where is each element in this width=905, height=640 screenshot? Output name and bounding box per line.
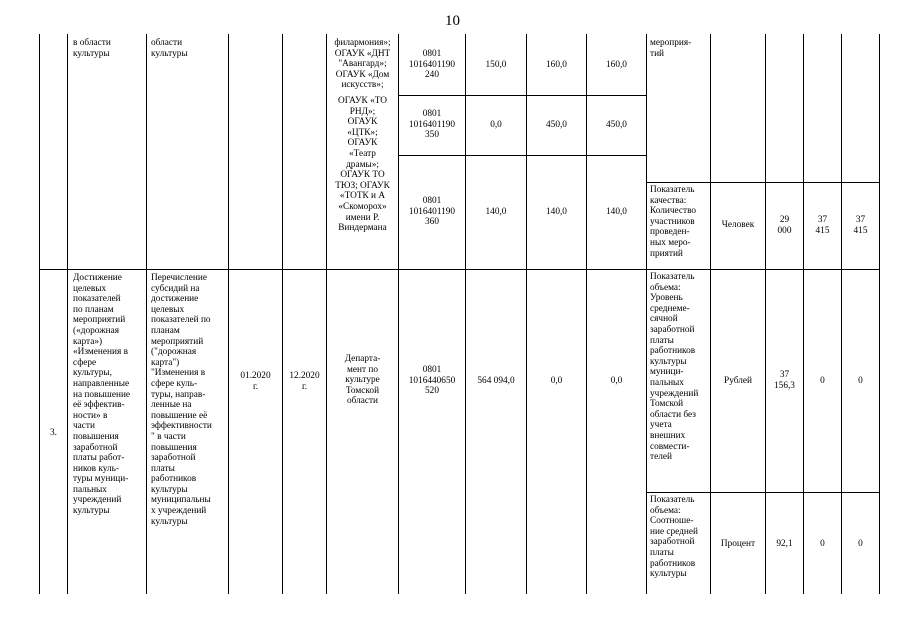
executor-text: ОГАУК «ТО РНД»; ОГАУК «ЦТК»; ОГАУК «Театр драмы»; ОГАУК ТО ТЮЗ; ОГАУК «ТОТК и А «Скоморох» имени Р. Виндермана <box>335 96 390 234</box>
row-divider <box>39 269 880 270</box>
table-border <box>526 34 527 594</box>
kbk-code: 0801 1016401190 240 <box>408 49 456 81</box>
value-2022: 450,0 <box>606 120 627 130</box>
kbk-code: 0801 1016440650 520 <box>408 365 456 397</box>
row-divider <box>646 182 880 183</box>
goal-text: Достижение целевых показателей по планам мероприятий («дорожная карта») «Изменения в сфере культуры, направленные на повышение её эффектив- ности» в части повышения заработной платы работ- ников куль- туры муници- пальных учреждений культуры <box>73 273 131 517</box>
value-2020: 150,0 <box>485 60 507 70</box>
indicator-value: 37 415 <box>815 215 830 236</box>
value-2022: 160,0 <box>606 60 627 70</box>
value-2021: 140,0 <box>546 207 567 217</box>
indicator-text: мероприя- тий <box>650 38 692 59</box>
indicator-value: 0 <box>820 539 825 549</box>
value-2021: 450,0 <box>546 120 567 130</box>
table-border <box>146 34 147 594</box>
unit-text: Человек <box>721 220 755 230</box>
kbk-code: 0801 1016401190 360 <box>408 196 456 228</box>
kbk-code: 0801 1016401190 350 <box>408 109 456 141</box>
indicator-volume: Показатель объема: Соотноше- ние средней заработной платы работников культуры <box>650 495 698 580</box>
table-border <box>803 34 804 594</box>
indicator-value: 29 000 <box>777 215 792 236</box>
value-2020: 140,0 <box>485 207 507 217</box>
page-number: 10 <box>445 13 460 29</box>
table-border <box>39 34 40 594</box>
table-border <box>841 34 842 594</box>
table-border <box>765 34 766 594</box>
table-border <box>879 34 880 594</box>
table-border <box>282 34 283 594</box>
indicator-value: 37 156,3 <box>774 370 795 391</box>
table-border <box>586 34 587 594</box>
row-divider <box>398 95 647 96</box>
value-2020: 564 094,0 <box>477 376 515 386</box>
end-date: 12.2020 г. <box>289 371 320 392</box>
task-text: Перечисление субсидий на достижение целевых показателей по планам мероприятий ("дорожная карта") "Изменения в сфере куль- туры, направ- ленные на повышение её эффективности " в части повышения заработной платы работников культуры муниципальны х учреждений культуры <box>151 273 212 527</box>
unit-text: Процент <box>720 539 756 549</box>
unit-text: Рублей <box>724 376 752 386</box>
indicator-value: 0 <box>820 376 825 386</box>
value-2020: 0,0 <box>490 120 502 130</box>
table-border <box>465 34 466 594</box>
value-2021: 160,0 <box>546 60 567 70</box>
row-divider <box>646 492 880 493</box>
value-2021: 0,0 <box>550 376 563 386</box>
table-border <box>646 34 647 594</box>
table-border <box>67 34 68 594</box>
executor-text: филармония»; ОГАУК «ДНТ "Авангард»; ОГАУК «Дом искусств»; <box>334 38 391 91</box>
goal-text: в области культуры <box>73 38 111 59</box>
indicator-value: 0 <box>858 376 863 386</box>
task-text: области культуры <box>151 38 188 59</box>
indicator-value: 37 415 <box>853 215 868 236</box>
executor-text: Департа- мент по культуре Томской области <box>344 354 381 407</box>
indicator-volume: Показатель объема: Уровень среднеме- сячной заработной платы работников культуры муници- пальных учреждений Томской области без учета внешних совмести- телей <box>650 272 699 463</box>
row-number: 3. <box>50 428 57 438</box>
indicator-value: 0 <box>858 539 863 549</box>
row-divider <box>398 155 647 156</box>
indicator-value: 92,1 <box>776 539 793 549</box>
table-border <box>710 34 711 594</box>
value-2022: 0,0 <box>610 376 623 386</box>
start-date: 01.2020 г. <box>240 371 271 392</box>
table-border <box>228 34 229 594</box>
indicator-quality: Показатель качества: Количество участников проведен- ных меро- приятий <box>650 185 697 259</box>
value-2022: 140,0 <box>606 207 627 217</box>
